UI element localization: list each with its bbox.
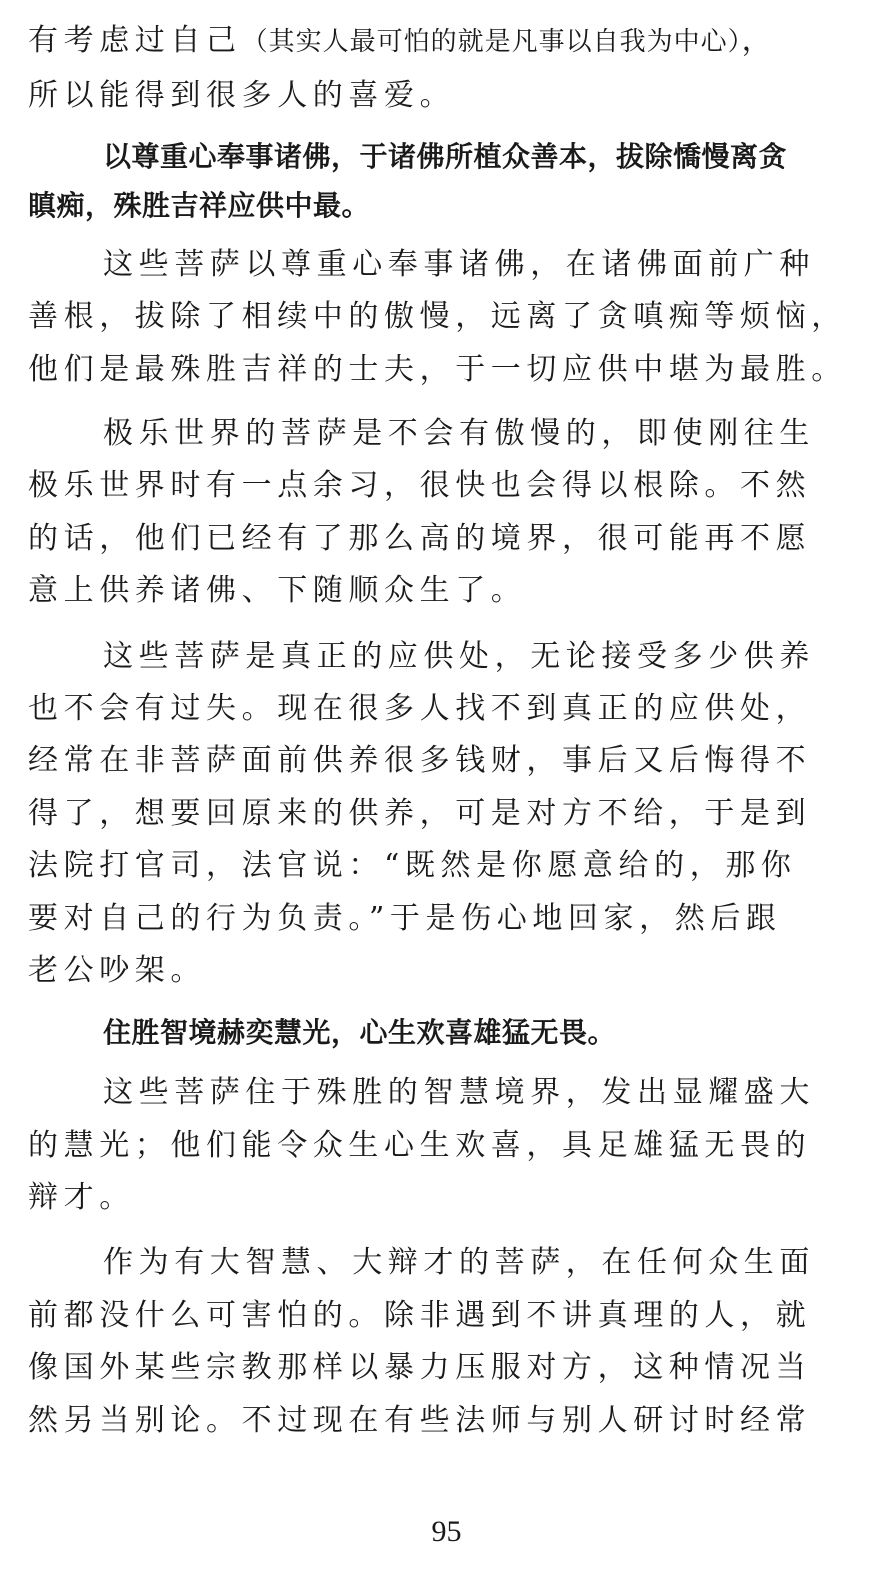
page-number: 95 [431,1515,462,1548]
body-line: 前都没什么可害怕的。除非遇到不讲真理的人，就 [28,1298,812,1333]
body-line: 法院打官司，法官说：“既然是你愿意给的，那你 [28,848,797,883]
parenthetical-note: （其实人最可怕的就是凡事以自我为中心） [241,27,742,57]
body-line: 然另当别论。不过现在有些法师与别人研讨时经常 [28,1403,812,1438]
body-line: 意上供养诸佛、下随顺众生了。 [28,573,527,608]
body-line: 经常在非菩萨面前供养很多钱财，事后又后悔得不 [28,743,812,778]
body-line: 的话，他们已经有了那么高的境界，很可能再不愿 [28,521,812,556]
body-line: 这些菩萨是真正的应供处，无论接受多少供养 [103,639,815,674]
body-line: 这些菩萨住于殊胜的智慧境界，发出显耀盛大 [103,1075,815,1110]
body-line: 他们是最殊胜吉祥的士夫，于一切应供中堪为最胜。 [28,352,847,387]
body-line [28,20,866,63]
sutra-verse-line: 瞋痴，殊胜吉祥应供中最。 [28,189,371,222]
body-line: 作为有大智慧、大辩才的菩萨，在任何众生面 [103,1245,815,1280]
body-line: 极乐世界时有一点余习，很快也会得以根除。不然 [28,468,812,503]
body-line: 辩才。 [28,1180,135,1215]
sutra-verse-line: 住胜智境赫奕慧光，心生欢喜雄猛无畏。 [103,1016,617,1049]
sutra-verse-line: 以尊重心奉事诸佛，于诸佛所植众善本，拔除憍慢离贪 [103,140,788,173]
body-line: 像国外某些宗教那样以暴力压服对方，这种情况当 [28,1350,812,1385]
body-line: 的慧光；他们能令众生心生欢喜，具足雄猛无畏的 [28,1128,812,1163]
body-line: 这些菩萨以尊重心奉事诸佛，在诸佛面前广种 [103,247,815,282]
body-line: 也不会有过失。现在很多人找不到真正的应供处， [28,691,812,726]
body-line: 得了，想要回原来的供养，可是对方不给，于是到 [28,796,812,831]
body-line: 极乐世界的菩萨是不会有傲慢的，即使刚往生 [103,416,815,451]
body-line: 老公吵架。 [28,953,206,988]
text-run: 有考虑过自己 [28,23,242,58]
text-run: ， [741,23,778,58]
body-line: 善根，拔除了相续中的傲慢，远离了贪嗔痴等烦恼， [28,299,847,334]
body-line: 所以能得到很多人的喜爱。 [28,78,456,113]
body-line: 要对自己的行为负责。”于是伤心地回家，然后跟 [28,901,782,936]
